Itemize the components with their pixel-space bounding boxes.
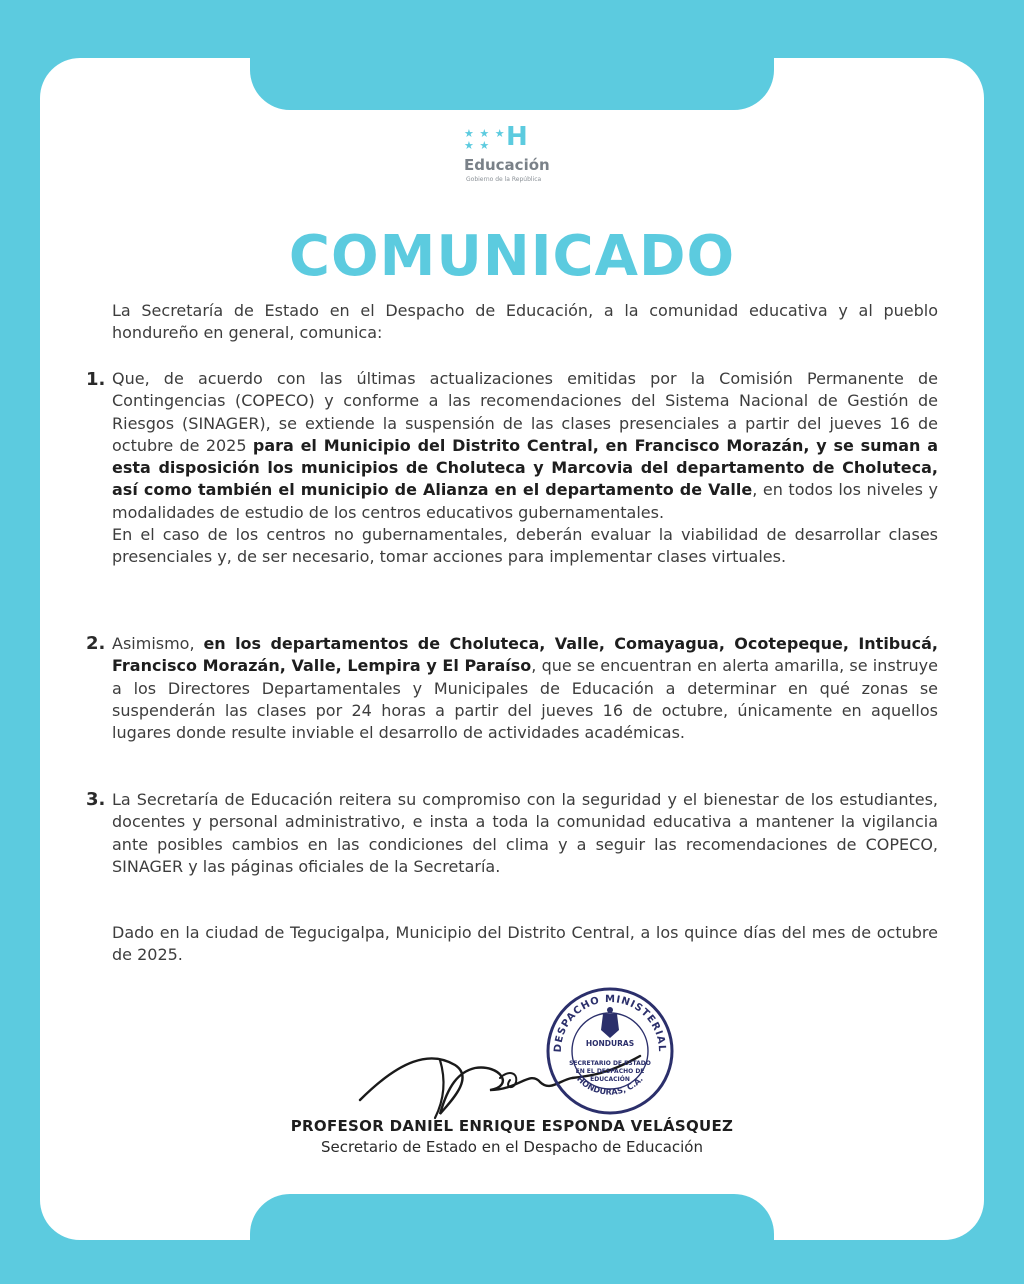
item-1-extra: En el caso de los centros no gubernamentales, deberán evaluar la viabilidad de desarrollar clases presenciales y, de ser necesario, tomar acciones para implementar clases virtuales. — [112, 525, 938, 567]
item-1-text — [112, 368, 938, 569]
item-2-bold: en los departamentos de Choluteca, Valle, Comayagua, Ocotepeque, Intibucá, Francisco Morazán, Valle, Lempira y El Paraíso — [112, 634, 939, 676]
logo-name: Educación — [464, 156, 550, 174]
seal-bottom-text: HONDURAS, C.A. — [575, 1074, 645, 1097]
item-1-text-a: Que, de acuerdo con las últimas actualizaciones emitidas por la Comisión Permanente de Contingencias (COPECO) y conforme a las recomendaciones del Sistema Nacional de Gestión de Riesgos (SINAGER), se extiende la suspensión de las clases presenciales a partir del jueves 16 de octubre de 2025 — [112, 369, 938, 455]
item-3-text: La Secretaría de Educación reitera su compromiso con la seguridad y el bienestar de los estudiantes, docentes y personal administrativo, e insta a toda la comunidad educativa a mantener la vigilancia ante posibles cambios en las condiciones del clima y a seguir las recomendaciones de COPECO, SINAGER y las páginas oficiales de la Secretaría. — [112, 790, 938, 876]
top-notch — [250, 0, 774, 110]
closing-paragraph: Dado en la ciudad de Tegucigalpa, Municipio del Distrito Central, a los quince días del mes de octubre de 2025. — [112, 923, 938, 965]
seal-line-2: EN EL DESPACHO DE — [575, 1068, 645, 1075]
signer-name: PROFESOR DANIEL ENRIQUE ESPONDA VELÁSQUEZ — [290, 1117, 734, 1135]
seal-country: HONDURAS — [585, 1039, 635, 1048]
education-logo — [464, 122, 574, 188]
item-number: 1. — [86, 369, 106, 390]
item-1-bold: para el Municipio del Distrito Central, en Francisco Morazán, y se suman a esta disposición los municipios de Choluteca y Marcovia del departamento de Choluteca, así como también el municipio de Alianza en el departamento de Valle — [112, 435, 939, 500]
stars-icon: ★ ★ ★ ★ ★ — [464, 127, 506, 152]
intro-paragraph: La Secretaría de Estado en el Despacho de Educación, a la comunidad educativa y al pueblo hondureño en general, comunica: — [112, 301, 938, 343]
signer-title: Secretario de Estado en el Despacho de Educación — [320, 1138, 703, 1156]
item-number: 2. — [86, 633, 106, 654]
item-1-text-b: , en todos los niveles y modalidades de estudio de los centros educativos gubernamentales. — [112, 480, 938, 522]
seal-line-1: SECRETARIO DE ESTADO — [569, 1060, 651, 1067]
seal-top-text: DESPACHO MINISTERIAL — [552, 993, 668, 1053]
page-title: COMUNICADO — [288, 224, 736, 289]
bottom-notch — [250, 1194, 774, 1284]
coat-of-arms-icon — [601, 1007, 619, 1038]
logo-letter: H — [506, 122, 528, 152]
item-2-text — [112, 633, 938, 744]
ministerial-seal — [545, 986, 675, 1116]
item-2-text-b: , que se encuentran en alerta amarilla, se instruye a los Directores Departamentales y Municipales de Educación a determinar en qué zonas se suspenderán las clases por 24 horas a partir del jueves 16 de octubre, únicamente en aquellos lugares donde resulte inviable el desarrollo de actividades académicas. — [112, 656, 938, 743]
item-2-text-a: Asimismo, — [112, 634, 204, 653]
item-number: 3. — [86, 789, 106, 810]
seal-line-3: EDUCACIÓN — [590, 1076, 630, 1083]
logo-subtitle: Gobierno de la República — [466, 176, 542, 183]
